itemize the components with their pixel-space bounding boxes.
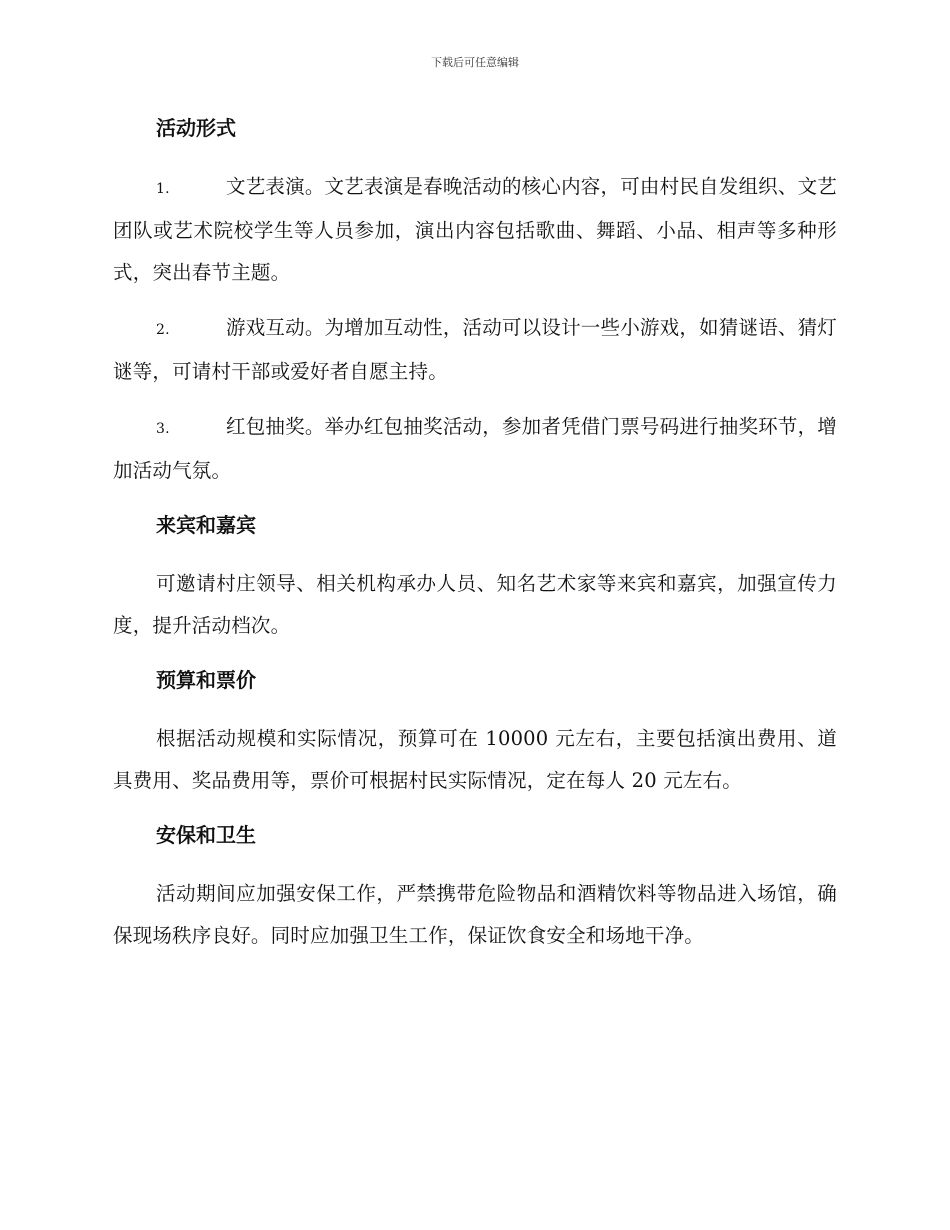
document-body [113,108,837,970]
list-number: 1. [156,181,170,197]
paragraph-guests: 可邀请村庄领导、相关机构承办人员、知名艺术家等来宾和嘉宾，加强宣传力度，提升活动档次。 [113,572,837,637]
list-item-text: 红包抽奖。举办红包抽奖活动，参加者凭借门票号码进行抽奖环节，增加活动气氛。 [113,415,837,482]
page-header: 下载后可任意编辑 [431,56,519,69]
list-number: 3. [156,421,170,437]
list-number: 2. [156,322,170,338]
section-heading-security: 安保和卫生 [156,823,256,847]
paragraph-security: 活动期间应加强安保工作，严禁携带危险物品和酒精饮料等物品进入场馆，确保现场秩序良好。同时应加强卫生工作，保证饮食安全和场地干净。 [113,882,837,947]
list-item-text: 游戏互动。为增加互动性，活动可以设计一些小游戏，如猜谜语、猜灯谜等，可请村干部或爱好者自愿主持。 [113,316,837,383]
list-item-text: 文艺表演。文艺表演是春晚活动的核心内容，可由村民自发组织、文艺团队或艺术院校学生等人员参加，演出内容包括歌曲、舞蹈、小品、相声等多种形式，突出春节主题。 [113,175,837,284]
list-item [113,307,837,393]
section-heading-activity-form: 活动形式 [156,116,236,140]
paragraph-budget: 根据活动规模和实际情况，预算可在 10000 元左右，主要包括演出费用、道具费用、奖品费用等，票价可根据村民实际情况，定在每人 20 元左右。 [113,727,837,792]
list-item [113,166,837,294]
section-heading-guests: 来宾和嘉宾 [156,513,256,537]
list-item [113,406,837,492]
section-heading-budget: 预算和票价 [156,668,256,692]
